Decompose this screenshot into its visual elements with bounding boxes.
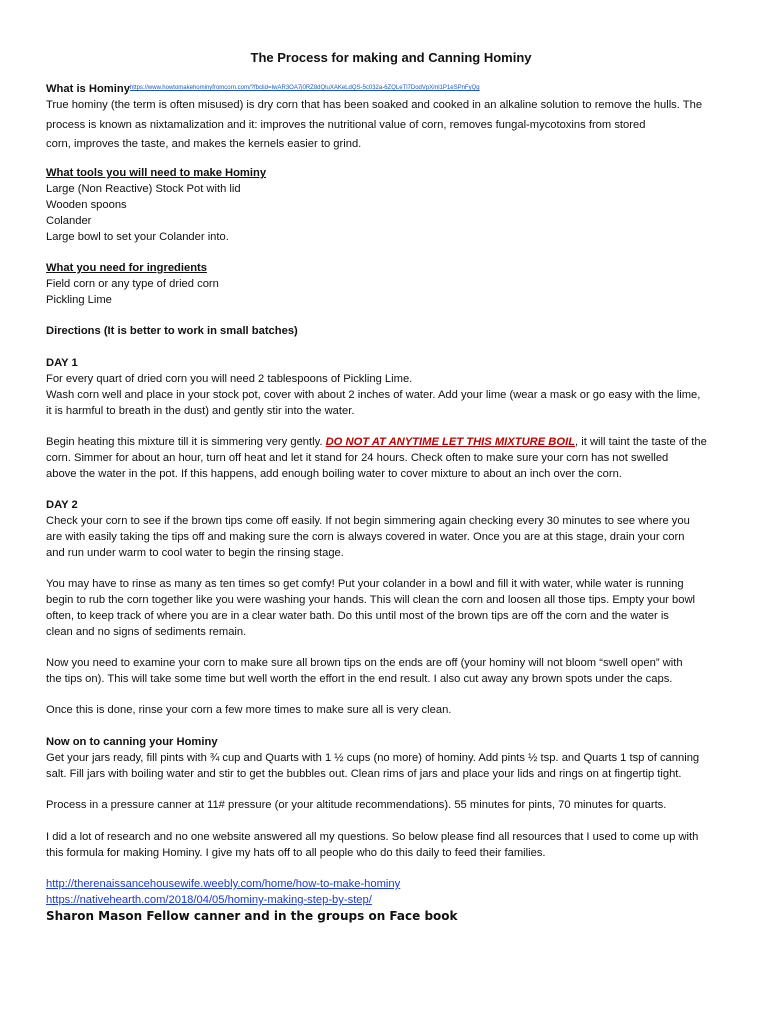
- canning-heading: Now on to canning your Hominy: [46, 736, 218, 748]
- day1-boil-line: [46, 435, 736, 451]
- tool-item: Wooden spoons: [46, 199, 127, 211]
- canning-line: Get your jars ready, fill pints with ¾ cup and Quarts with 1 ½ cups (no more) of hominy. Add pints ½ tsp. and Quarts 1 tsp of canning: [46, 752, 700, 764]
- directions-heading: Directions (It is better to work in small batches): [46, 325, 298, 337]
- ingredient-item: Pickling Lime: [46, 294, 112, 306]
- day2-line: the tips on). This will take some time but well worth the effort in the end result. I also cut away any brown spots under the caps.: [46, 673, 673, 685]
- process-line: Process in a pressure canner at 11# pressure (or your altitude recommendations). 55 minutes for pints, 70 minutes for quarts.: [46, 799, 667, 811]
- tool-item: Large (Non Reactive) Stock Pot with lid: [46, 183, 241, 195]
- day2-heading: DAY 2: [46, 499, 78, 511]
- day1-boil-text-after: , it will taint the taste of the: [575, 436, 707, 448]
- day1-line: Wash corn well and place in your stock pot, cover with about 2 inches of water. Add your lime (wear a mask or go easy with the lime,: [46, 389, 701, 401]
- what-is-line: corn, improves the taste, and makes the kernels easier to grind.: [46, 138, 362, 150]
- canning-line: salt. Fill jars with boiling water and stir to get the bubbles out. Clean rims of jars and place your lids and rings on at fingertip tight.: [46, 768, 682, 780]
- day2-line: Check your corn to see if the brown tips come off easily. If not begin simmering again checking every 30 minutes to see where you: [46, 515, 690, 527]
- day2-line: often, to keep track of where you are in a clear water bath. Do this until most of the brown tips are off the corn and the water is: [46, 610, 669, 622]
- what-is-line: True hominy (the term is often misused) is dry corn that has been soaked and cooked in an alkaline solution to remove the hulls. The: [46, 99, 703, 111]
- day2-line: Once this is done, rinse your corn a few more times to make sure all is very clean.: [46, 704, 452, 716]
- day2-line: begin to rub the corn together like you were washing your hands. This will clean the corn and loosen all those tips. Empty your bowl: [46, 594, 696, 606]
- signature: Sharon Mason Fellow canner and in the groups on Face book: [46, 909, 458, 923]
- day1-line: corn. Simmer for about an hour, turn off heat and let it stand for 24 hours. Check often to make sure your corn has not swelled: [46, 452, 669, 464]
- tools-heading: What tools you will need to make Hominy: [46, 167, 267, 179]
- what-is-hominy-heading-line: [46, 81, 736, 97]
- day2-line: clean and no signs of sediments remain.: [46, 626, 247, 638]
- closing-line: this formula for making Hominy. I give my hats off to all people who do this daily to feed their families.: [46, 847, 546, 859]
- ingredient-item: Field corn or any type of dried corn: [46, 278, 219, 290]
- day1-line: above the water in the pot. If this happens, add enough boiling water to cover mixture to about an inch over the corn.: [46, 468, 622, 480]
- what-is-hominy-heading: What is Hominy: [46, 82, 130, 95]
- boil-warning: DO NOT AT ANYTIME LET THIS MIXTURE BOIL: [325, 436, 576, 448]
- ingredients-heading: What you need for ingredients: [46, 262, 207, 274]
- day1-heading: DAY 1: [46, 357, 78, 369]
- resource-link-line: [46, 877, 736, 893]
- document-title: The Process for making and Canning Hominy: [250, 50, 532, 65]
- closing-line: I did a lot of research and no one website answered all my questions. So below please find all resources that I used to come up with: [46, 831, 699, 843]
- tool-item: Large bowl to set your Colander into.: [46, 231, 229, 243]
- day2-line: Now you need to examine your corn to make sure all brown tips on the ends are off (your hominy will not bloom “swell open” with: [46, 657, 683, 669]
- what-is-line: process is known as nixtamalization and it: improves the nutritional value of corn, removes fungal-mycotoxins from stored: [46, 119, 646, 131]
- tool-item: Colander: [46, 215, 92, 227]
- day2-line: are with easily taking the tips off and making sure the corn is always covered in water. Once you are at this stage, drain your corn: [46, 531, 685, 543]
- day2-line: You may have to rinse as many as ten times so get comfy! Put your colander in a bowl and fill it with water, while water is running: [46, 578, 684, 590]
- day1-line: For every quart of dried corn you will need 2 tablespoons of Pickling Lime.: [46, 373, 413, 385]
- hominy-source-link[interactable]: https://www.howtomakehominyfromcorn.com/?fbclid=IwAR3OA7j0RZ8dQluXAKeLdQS-5c032a-6ZQLeTl7DodVpXml1P1eSPnFyQg: [129, 85, 480, 91]
- resource-link[interactable]: http://therenaissancehousewife.weebly.com/home/how-to-make-hominy: [46, 878, 401, 890]
- resource-link[interactable]: https://nativehearth.com/2018/04/05/hominy-making-step-by-step/: [46, 894, 372, 906]
- resource-link-line: [46, 893, 736, 909]
- day1-line: it is harmful to breath in the dust) and gently stir into the water.: [46, 405, 355, 417]
- day1-boil-text: Begin heating this mixture till it is simmering very gently.: [46, 436, 323, 448]
- day2-line: and run under warm to cool water to begin the rinsing stage.: [46, 547, 344, 559]
